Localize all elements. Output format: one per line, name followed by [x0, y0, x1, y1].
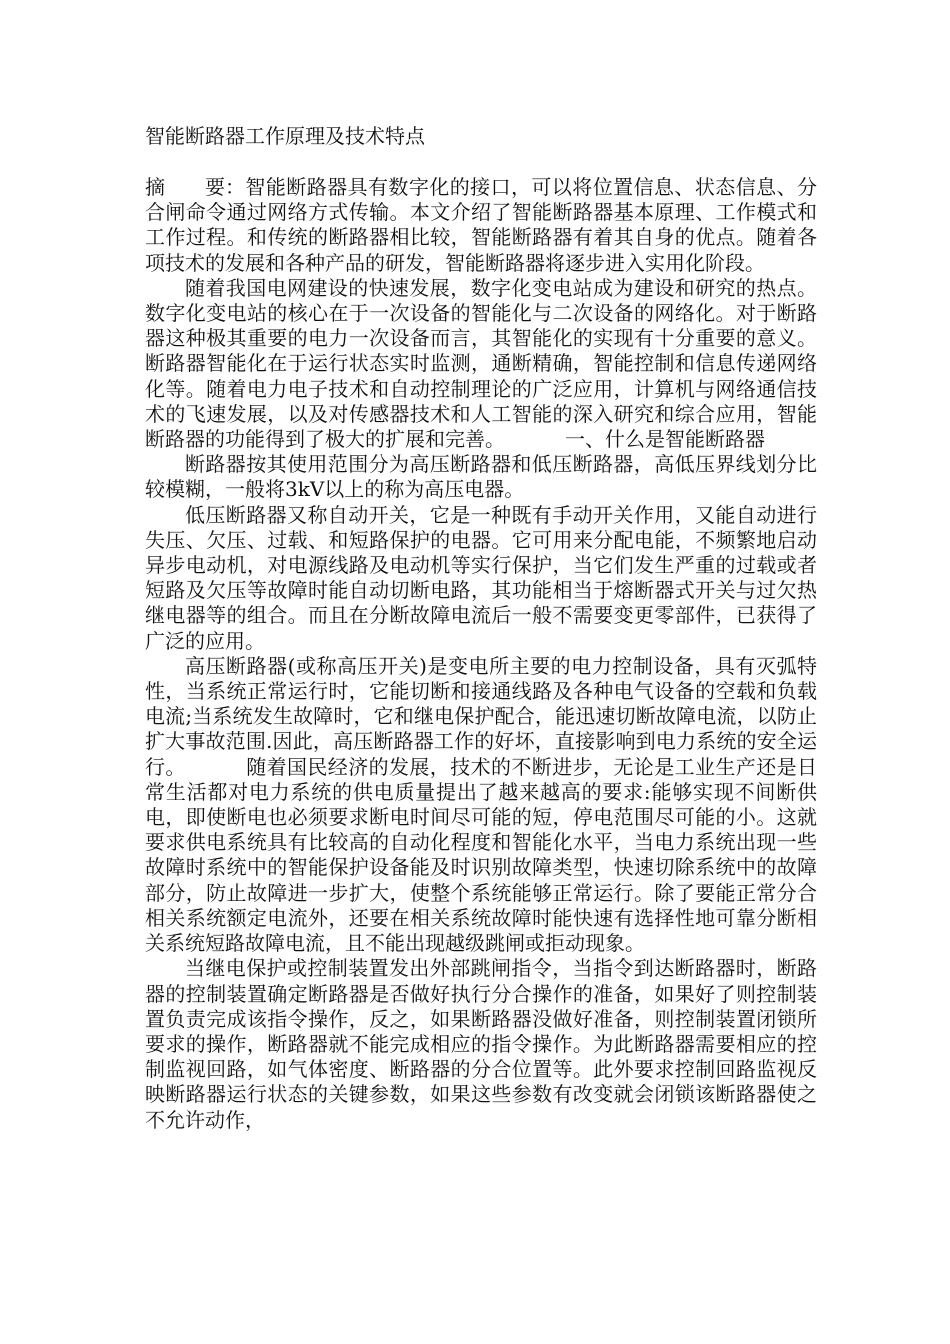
paragraph: 低压断路器又称自动开关，它是一种既有手动开关作用，又能自动进行失压、欠压、过载、和短路保护的电器。它可用来分配电能，不频繁地启动异步电动机，对电源线路及电动机等实行保护，当它们发生严重的过载或者短路及欠压等故障时能自动切断电路，其功能相当于熔断器式开关与过欠热继电器等的组合。而且在分断故障电流后一般不需要变更零部件，已获得了广泛的应用。	[145, 502, 817, 653]
abstract-label: 摘 要：	[145, 175, 245, 199]
paragraph: 断路器按其使用范围分为高压断路器和低压断路器，高低压界线划分比较模糊，一般将3kV以上的称为高压电器。	[145, 452, 817, 502]
paragraph-intro	[145, 276, 817, 452]
abstract-text: 智能断路器具有数字化的接口，可以将位置信息、状态信息、分合闸命令通过网络方式传输。本文介绍了智能断路器基本原理、工作模式和工作过程。和传统的断路器相比较，智能断路器有着其自身的优点。随着各项技术的发展和各种产品的研发，智能断路器将逐步进入实用化阶段。	[145, 175, 817, 275]
paragraph-text: 随着国民经济的发展，技术的不断进步，无论是工业生产还是日常生活都对电力系统的供电质量提出了越来越高的要求:能够实现不间断供电，即使断电也必须要求断电时间尽可能的短，停电范围尽可能的小。这就要求供电系统具有比较高的自动化程度和智能化水平，当电力系统出现一些故障时系统中的智能保护设备能及时识别故障类型，快速切除系统中的故障部分，防止故障进一步扩大，使整个系统能够正常运行。除了要能正常分合相关系统额定电流外，还要在相关系统故障时能快速有选择性地可靠分断相关系统短路故障电流，且不能出现越级跳闸或拒动现象。	[145, 754, 818, 956]
abstract	[145, 175, 817, 276]
paragraph-text: 高压断路器(或称高压开关)是变电所主要的电力控制设备，具有灭弧特性，当系统正常运行时，它能切断和接通线路及各种电气设备的空载和负载电流;当系统发生故障时，它和继电保护配合，能迅速切断故障电流，以防止扩大事故范围.因此，高压断路器工作的好坏，直接影响到电力系统的安全运行。	[145, 653, 817, 779]
document-title: 智能断路器工作原理及技术特点	[145, 124, 425, 148]
paragraph-text: 随着我国电网建设的快速发展，数字化变电站成为建设和研究的热点。数字化变电站的核心在于一次设备的智能化与二次设备的网络化。对于断路器这种极其重要的电力一次设备而言，其智能化的实现有十分重要的意义。断路器智能化在于运行状态实时监测，通断精确，智能控制和信息传递网络化等。随着电力电子技术和自动控制理论的广泛应用，计算机与网络通信技术的飞速发展，以及对传感器技术和人工智能的深入研究和综合应用，智能断路器的功能得到了极大的扩展和完善。	[145, 275, 817, 452]
section-heading: 一、什么是智能断路器	[565, 427, 765, 452]
paragraph-high-voltage	[145, 654, 817, 956]
paragraph: 当继电保护或控制装置发出外部跳闸指令，当指令到达断路器时，断路器的控制装置确定断路器是否做好执行分合操作的准备，如果好了则控制装置负责完成该指令操作，反之，如果断路器没做好准备，则控制装置闭锁所要求的操作，断路器就不能完成相应的指令操作。为此断路器需要相应的控制监视回路，如气体密度、断路器的分合位置等。此外要求控制回路监视反映断路器运行状态的关键参数，如果这些参数有改变就会闭锁该断路器使之不允许动作，	[145, 956, 817, 1132]
document-body	[145, 175, 817, 1133]
